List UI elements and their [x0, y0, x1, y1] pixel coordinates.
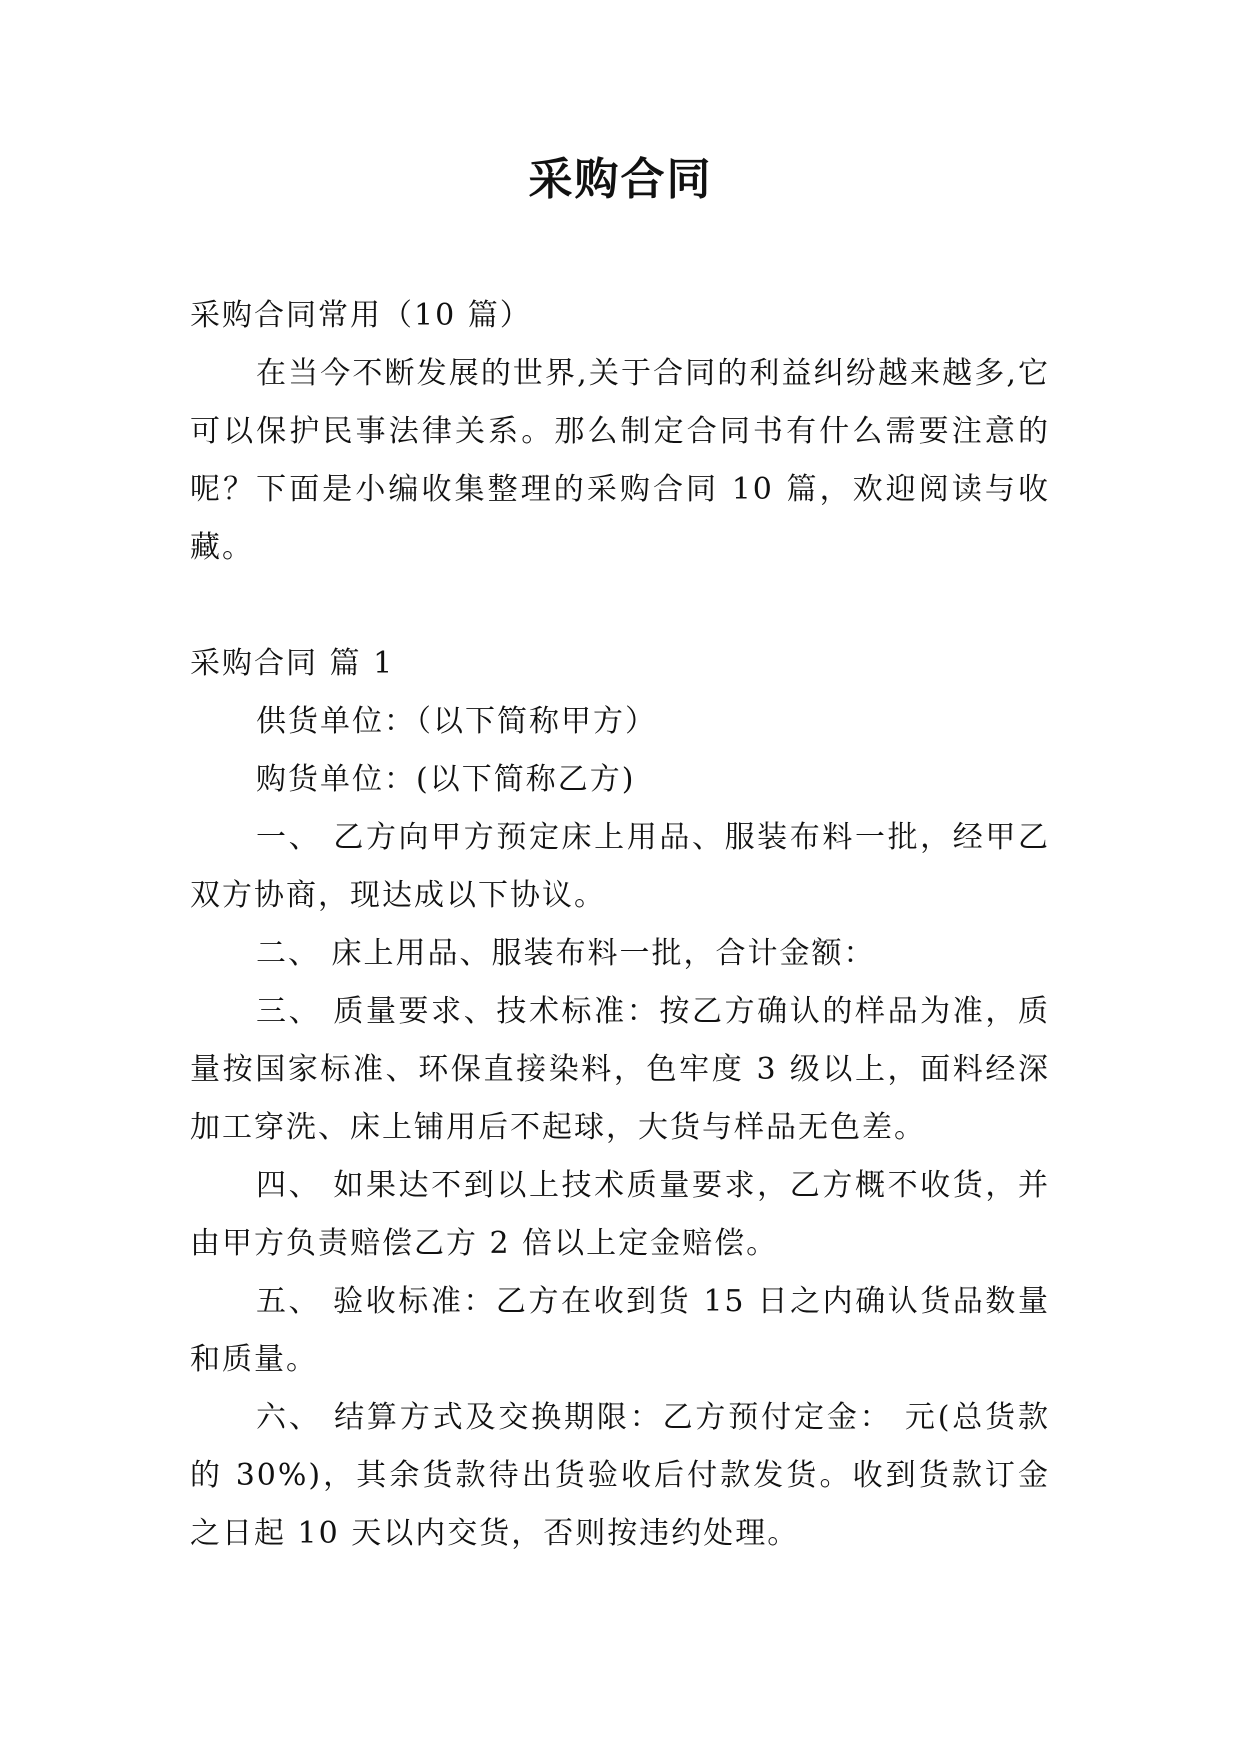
document-body	[190, 287, 1050, 1563]
section-spacer	[190, 577, 1050, 635]
intro-paragraph: 在当今不断发展的世界,关于合同的利益纠纷越来越多,它可以保护民事法律关系。那么制定合同书有什么需要注意的呢？下面是小编收集整理的采购合同 10 篇，欢迎阅读与收藏。	[190, 356, 1050, 565]
paragraph-supplier: 供货单位：（以下简称甲方）	[256, 704, 657, 739]
clause-4: 四、 如果达不到以上技术质量要求，乙方概不收货，并由甲方负责赔偿乙方 2 倍以上定金赔偿。	[190, 1168, 1050, 1261]
paragraph-buyer: 购货单位：(以下简称乙方)	[256, 762, 636, 797]
clause-6: 六、 结算方式及交换期限：乙方预付定金： 元(总货款的 30%)，其余货款待出货验收后付款发货。收到货款订金之日起 10 天以内交货，否则按违约处理。	[190, 1400, 1050, 1551]
clause-5: 五、 验收标准：乙方在收到货 15 日之内确认货品数量和质量。	[190, 1284, 1050, 1377]
clause-2: 二、 床上用品、服装布料一批，合计金额：	[256, 936, 876, 971]
section-heading: 采购合同 篇 1	[190, 646, 395, 681]
document-title: 采购合同	[528, 154, 713, 205]
clause-3: 三、 质量要求、技术标准：按乙方确认的样品为准，质量按国家标准、环保直接染料，色牢度 3 级以上，面料经深加工穿洗、床上铺用后不起球，大货与样品无色差。	[190, 994, 1050, 1145]
clause-1: 一、 乙方向甲方预定床上用品、服装布料一批，经甲乙双方协商，现达成以下协议。	[190, 820, 1050, 913]
document-subtitle: 采购合同常用（10 篇）	[190, 298, 532, 333]
